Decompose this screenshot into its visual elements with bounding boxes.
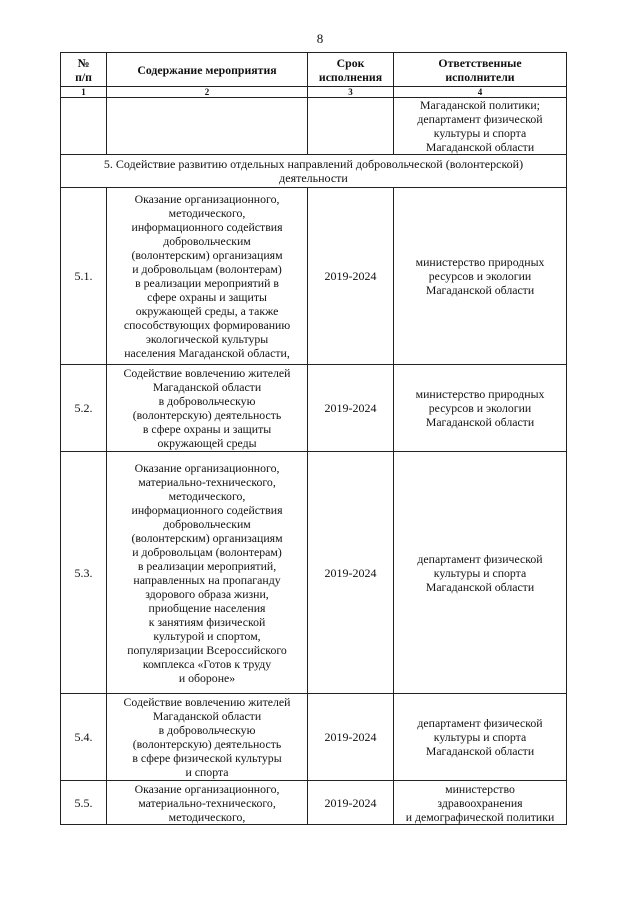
column-index-4: 4 [394,87,567,98]
row-number: 5.1. [61,188,107,365]
row-term: 2019-2024 [308,781,394,825]
table-header-row [61,53,567,87]
column-index-row [61,87,567,98]
continuation-content [107,98,308,155]
column-index-2: 2 [107,87,308,98]
row-term: 2019-2024 [308,452,394,694]
continuation-responsible: Магаданской политики; департамент физической культуры и спорта Магаданской области [394,98,567,155]
continuation-term [308,98,394,155]
header-number: № п/п [61,53,107,87]
table-row [61,694,567,781]
table-row [61,452,567,694]
row-responsible: департамент физической культуры и спорта Магаданской области [394,694,567,781]
row-number: 5.2. [61,365,107,452]
row-number: 5.4. [61,694,107,781]
table-row [61,188,567,365]
row-content: Оказание организационного, материально-технического, методического, информационного содействия добровольческим (волонтерским) организациям и добровольцам (волонтерам) в реализации мероприятий, направленных на пропаганду здорового образа жизни, приобщение населения к занятиям физической культурой и спортом, популяризации Всероссийского комплекса «Готов к труду и обороне» [107,452,308,694]
header-responsible: Ответственные исполнители [394,53,567,87]
row-term: 2019-2024 [308,694,394,781]
row-content: Оказание организационного, методического, информационного содействия добровольческим (волонтерским) организациям и добровольцам (волонтерам) в реализации мероприятий в сфере охраны и защиты окружающей среды, а также способствующих формированию экологической культуры населения Магаданской области, [107,188,308,365]
row-number: 5.3. [61,452,107,694]
continuation-row [61,98,567,155]
row-number: 5.5. [61,781,107,825]
row-term: 2019-2024 [308,188,394,365]
section-title: 5. Содействие развитию отдельных направлений добровольческой (волонтерской) деятельности [61,155,567,188]
row-responsible: министерство природных ресурсов и экологии Магаданской области [394,188,567,365]
row-responsible: министерство здравоохранения и демографической политики [394,781,567,825]
table-row [61,365,567,452]
table-row [61,781,567,825]
section-title-row [61,155,567,188]
page-number: 8 [316,31,324,46]
measures-table [60,52,567,825]
header-term: Срок исполнения [308,53,394,87]
column-index-3: 3 [308,87,394,98]
row-responsible: департамент физической культуры и спорта Магаданской области [394,452,567,694]
continuation-number [61,98,107,155]
row-term: 2019-2024 [308,365,394,452]
row-content: Оказание организационного, материально-технического, методического, [107,781,308,825]
row-content: Содействие вовлечению жителей Магаданской области в добровольческую (волонтерскую) деятельность в сфере физической культуры и спорта [107,694,308,781]
row-responsible: министерство природных ресурсов и экологии Магаданской области [394,365,567,452]
row-content: Содействие вовлечению жителей Магаданской области в добровольческую (волонтерскую) деятельность в сфере охраны и защиты окружающей среды [107,365,308,452]
header-content: Содержание мероприятия [107,53,308,87]
column-index-1: 1 [61,87,107,98]
